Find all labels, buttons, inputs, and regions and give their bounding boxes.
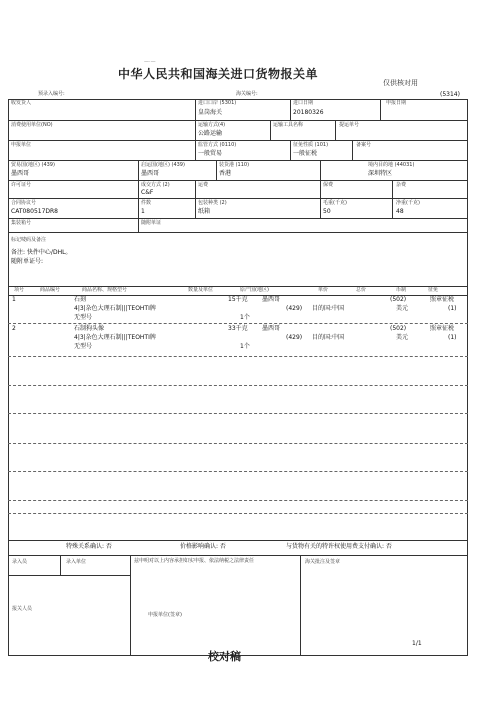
- container-label: 集装箱号: [11, 220, 32, 226]
- declare-date-label: 申报日期: [386, 100, 407, 106]
- goods-col-no: 项号: [14, 287, 25, 293]
- import-date-label: 进口日期: [293, 100, 314, 106]
- form-code: (5314): [440, 91, 460, 98]
- entry-port-value: 皇岗海关: [198, 109, 223, 116]
- goods-no: 2: [12, 325, 16, 332]
- entry-person-label: 录入员: [12, 559, 28, 565]
- declarant-label: 申报单位: [11, 142, 32, 148]
- misc-label: 杂费: [396, 182, 407, 188]
- pre-entry-label: 预录入编号:: [38, 91, 65, 97]
- transit-port-label: 装货港 (110): [219, 162, 250, 168]
- package-label: 包装种类 (2): [198, 200, 227, 206]
- page-number: 1/1: [412, 640, 422, 647]
- goods-qty: 33千克: [228, 325, 248, 332]
- goods-unit: 1个: [240, 343, 250, 350]
- entry-unit-label: 录入单位: [66, 559, 87, 565]
- goods-tax: 照章征税: [430, 296, 455, 303]
- bill-label: 提运单号: [339, 122, 360, 128]
- goods-tax-code: (1): [448, 305, 457, 312]
- goods-spec: 4|3|杂色大理石制|||TEOHTI牌: [74, 305, 156, 312]
- goods-qty: 15千克: [228, 296, 248, 303]
- goods-dest: 目的国:中国: [312, 334, 345, 341]
- transport-tool-label: 运输工具名称: [273, 122, 304, 128]
- gross-label: 毛重(千克): [323, 200, 347, 206]
- pieces-label: 件数: [141, 200, 152, 206]
- special-relation-confirm: 特殊关系确认: 否: [66, 543, 112, 550]
- goods-tax-code: (1): [448, 334, 457, 341]
- goods-col-currency: 币制: [396, 287, 407, 293]
- pieces-value: 1: [141, 208, 145, 215]
- license-label: 许可证号: [11, 182, 32, 188]
- goods-currency-code: (502): [390, 296, 407, 303]
- goods-currency-code: (502): [390, 325, 407, 332]
- goods-col-code: 商品编号: [40, 287, 61, 293]
- net-value: 48: [396, 208, 404, 215]
- trade-country-label: 贸易国(地区) (439): [11, 162, 55, 168]
- royalty-confirm: 与货物有关的特许权使用费支付确认: 否: [286, 543, 392, 550]
- legal-declaration-text: 兹申明对以上内容承担如实申报、依法纳税之法律责任: [134, 558, 255, 564]
- goods-col-tax: 征免: [428, 287, 439, 293]
- contract-value: CAT080517DR8: [11, 208, 59, 215]
- goods-col-qty: 数量及单位: [188, 287, 214, 293]
- goods-origin-code: (429): [286, 334, 303, 341]
- supervision-label: 监管方式 (0110): [198, 142, 237, 148]
- customs-no-label: 海关编号:: [236, 91, 258, 97]
- goods-col-total: 总价: [356, 287, 367, 293]
- net-label: 净重(千克): [396, 200, 420, 206]
- origin-country-value: 墨西哥: [141, 170, 160, 177]
- goods-col-origin: 原产国(地区): [240, 287, 269, 293]
- docs-label: 随附单证: [141, 220, 162, 226]
- declarant-unit-label: 申报单位(签章): [148, 612, 182, 618]
- goods-unit: 1个: [240, 314, 250, 321]
- watermark-text: 仅供核对用: [383, 79, 418, 87]
- goods-col-price: 单价: [318, 287, 329, 293]
- marks-note: 备注: 快件中心/DHL。: [11, 249, 72, 256]
- marks-docs: 随附单证号:: [11, 258, 44, 265]
- goods-name: 石刻: [74, 296, 87, 303]
- legal-declaration: [134, 558, 284, 565]
- goods-currency: 美元: [396, 334, 409, 341]
- goods-dest: 目的国:中国: [312, 305, 345, 312]
- goods-origin: 墨西哥: [262, 325, 281, 332]
- domestic-dest-value: 深圳特区: [368, 170, 393, 177]
- transport-mode-value: 公路运输: [198, 130, 223, 137]
- goods-col-name: 商品名称、规格型号: [82, 287, 128, 293]
- entry-port-label: 进口口岸 (5301): [198, 100, 237, 106]
- goods-origin-code: (429): [286, 305, 303, 312]
- tax-nature-value: 一般征税: [293, 150, 318, 157]
- goods-origin: 墨西哥: [262, 296, 281, 303]
- header-mark: —·—: [144, 59, 156, 65]
- contract-label: 合同协议号: [11, 200, 37, 206]
- marks-label: 标记唛码及备注: [11, 237, 47, 243]
- trade-country-value: 墨西哥: [11, 170, 30, 177]
- price-influence-confirm: 价格影响确认: 否: [180, 543, 226, 550]
- supervision-value: 一般贸易: [198, 150, 223, 157]
- package-value: 纸箱: [198, 208, 211, 215]
- proof-stamp: 校对稿: [208, 650, 241, 663]
- tax-nature-label: 征免性质 (101): [293, 142, 329, 148]
- origin-country-label: 启运国(地区) (439): [141, 162, 185, 168]
- declarant-person-label: 报关人员: [12, 606, 33, 612]
- gross-value: 50: [323, 208, 331, 215]
- page-title: 中华人民共和国海关进口货物报关单: [118, 67, 319, 81]
- consignee-label: 收发货人: [11, 100, 32, 106]
- freight-label: 运费: [198, 182, 209, 188]
- customs-approval-label: 海关批注及签章: [305, 559, 341, 565]
- record-label: 备案号: [356, 142, 372, 148]
- consumer-label: 消费使用单位(NO): [11, 122, 53, 128]
- insurance-label: 保费: [323, 182, 334, 188]
- goods-no: 1: [12, 296, 16, 303]
- deal-mode-value: C&F: [141, 189, 154, 196]
- goods-currency: 美元: [396, 305, 409, 312]
- transit-port-value: 香港: [219, 170, 232, 177]
- goods-spec: 4|3|杂色大理石制|||TEOHTI牌: [74, 334, 156, 341]
- goods-tax: 照章征税: [430, 325, 455, 332]
- import-date-value: 20180326: [293, 109, 324, 116]
- goods-model: 无型号: [74, 314, 93, 321]
- goods-model: 无型号: [74, 343, 93, 350]
- domestic-dest-label: 境内目的地 (44031): [368, 162, 415, 168]
- goods-name: 石制狗头像: [74, 325, 105, 332]
- transport-mode-label: 运输方式(4): [198, 122, 226, 128]
- deal-mode-label: 成交方式 (2): [141, 182, 170, 188]
